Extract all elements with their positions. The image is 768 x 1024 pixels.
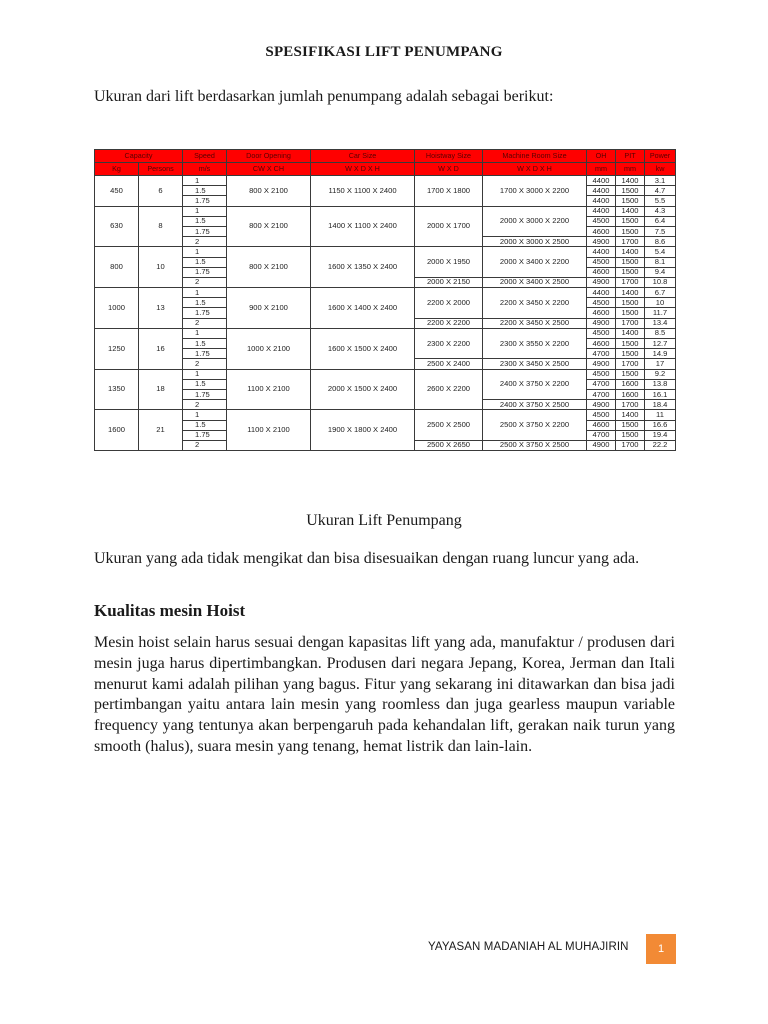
- speed-cell: 1.5: [183, 379, 227, 389]
- pit-cell: 1400: [616, 328, 645, 338]
- power-cell: 5.5: [645, 196, 676, 206]
- header-machine-room-size: Machine Room Size: [483, 150, 587, 163]
- power-cell: 9.2: [645, 369, 676, 379]
- pit-cell: 1600: [616, 389, 645, 399]
- oh-cell: 4600: [587, 420, 616, 430]
- door-opening-cell: 1000 X 2100: [227, 328, 311, 369]
- oh-cell: 4500: [587, 328, 616, 338]
- power-cell: 16.6: [645, 420, 676, 430]
- capacity-kg-cell: 630: [95, 206, 139, 247]
- oh-cell: 4900: [587, 400, 616, 410]
- pit-cell: 1500: [616, 369, 645, 379]
- pit-cell: 1500: [616, 257, 645, 267]
- door-opening-cell: 1100 X 2100: [227, 410, 311, 451]
- page-number-badge: 1: [646, 934, 676, 964]
- door-opening-cell: 800 X 2100: [227, 206, 311, 247]
- speed-cell: 1.5: [183, 298, 227, 308]
- oh-cell: 4600: [587, 339, 616, 349]
- intro-text: Ukuran dari lift berdasarkan jumlah penumpang adalah sebagai berikut:: [94, 88, 554, 105]
- pit-cell: 1500: [616, 430, 645, 440]
- power-cell: 22.2: [645, 440, 676, 450]
- paragraph-1: Ukuran yang ada tidak mengikat dan bisa disesuaikan dengan ruang luncur yang ada.: [94, 550, 640, 567]
- door-opening-cell: 900 X 2100: [227, 288, 311, 329]
- machine-room-size-cell: 2000 X 3000 X 2200: [483, 206, 587, 237]
- oh-cell: 4700: [587, 379, 616, 389]
- speed-cell: 2: [183, 400, 227, 410]
- pit-cell: 1500: [616, 216, 645, 226]
- oh-cell: 4400: [587, 176, 616, 186]
- header-car-size: Car Size: [311, 150, 415, 163]
- oh-cell: 4900: [587, 440, 616, 450]
- persons-cell: 16: [139, 328, 183, 369]
- table-header-row-1: [95, 150, 676, 163]
- speed-cell: 1.75: [183, 308, 227, 318]
- oh-cell: 4500: [587, 257, 616, 267]
- capacity-kg-cell: 1600: [95, 410, 139, 451]
- power-cell: 6.7: [645, 288, 676, 298]
- header-power: Power: [645, 150, 676, 163]
- power-cell: 8.5: [645, 328, 676, 338]
- machine-room-size-cell: 2300 X 3450 X 2500: [483, 359, 587, 369]
- pit-cell: 1400: [616, 206, 645, 216]
- machine-room-size-cell: 2000 X 3000 X 2500: [483, 237, 587, 247]
- oh-cell: 4700: [587, 430, 616, 440]
- power-cell: 5.4: [645, 247, 676, 257]
- power-cell: 19.4: [645, 430, 676, 440]
- lift-spec-table: [94, 149, 676, 451]
- hoistway-size-cell: 2200 X 2200: [415, 318, 483, 328]
- power-cell: 13.8: [645, 379, 676, 389]
- pit-cell: 1400: [616, 410, 645, 420]
- speed-cell: 1: [183, 328, 227, 338]
- oh-cell: 4400: [587, 206, 616, 216]
- speed-cell: 1.75: [183, 430, 227, 440]
- machine-room-size-cell: 2200 X 3450 X 2500: [483, 318, 587, 328]
- pit-cell: 1500: [616, 420, 645, 430]
- table-header-row-2: [95, 163, 676, 176]
- pit-cell: 1400: [616, 247, 645, 257]
- header-kg: Kg: [95, 163, 139, 176]
- table-row: [95, 176, 676, 186]
- pit-cell: 1500: [616, 267, 645, 277]
- speed-cell: 1.75: [183, 267, 227, 277]
- header-ms: m/s: [183, 163, 227, 176]
- oh-cell: 4900: [587, 237, 616, 247]
- oh-cell: 4700: [587, 389, 616, 399]
- speed-cell: 2: [183, 277, 227, 287]
- header-oh: OH: [587, 150, 616, 163]
- speed-cell: 1: [183, 206, 227, 216]
- oh-cell: 4600: [587, 267, 616, 277]
- header-persons: Persons: [139, 163, 183, 176]
- table-row: [95, 288, 676, 298]
- oh-cell: 4400: [587, 288, 616, 298]
- power-cell: 4.7: [645, 186, 676, 196]
- machine-room-size-cell: 2400 X 3750 X 2200: [483, 369, 587, 400]
- header-oh-unit: mm: [587, 163, 616, 176]
- header-pit: PIT: [616, 150, 645, 163]
- power-cell: 17: [645, 359, 676, 369]
- speed-cell: 1.5: [183, 257, 227, 267]
- machine-room-size-cell: 2000 X 3400 X 2500: [483, 277, 587, 287]
- persons-cell: 8: [139, 206, 183, 247]
- footer-organization: YAYASAN MADANIAH AL MUHAJIRIN: [428, 941, 629, 953]
- oh-cell: 4900: [587, 359, 616, 369]
- paragraph-2: Mesin hoist selain harus sesuai dengan kapasitas lift yang ada, manufaktur / produsen dari mesin juga harus dipertimbangkan. Produsen dari negara Jepang, Korea, Jerman dan Itali menurut kami adalah pilihan yang bagus. Fitur yang sekarang ini ditawarkan dan bisa jadi pertimbangan yaitu antara lain mesin yang roomless dan juga gearless maupun variable frequency yang tentunya akan berpengaruh pada kehandalan lift, gerakan naik turun yang smooth (halus), suara mesin yang tenang, hemat listrik dan lain-lain.: [94, 634, 675, 755]
- hoistway-size-cell: 2500 X 2400: [415, 359, 483, 369]
- machine-room-size-cell: 1700 X 3000 X 2200: [483, 176, 587, 207]
- hoistway-size-cell: 2600 X 2200: [415, 369, 483, 410]
- car-size-cell: 2000 X 1500 X 2400: [311, 369, 415, 410]
- speed-cell: 1.5: [183, 216, 227, 226]
- power-cell: 8.6: [645, 237, 676, 247]
- oh-cell: 4500: [587, 369, 616, 379]
- pit-cell: 1700: [616, 237, 645, 247]
- pit-cell: 1700: [616, 400, 645, 410]
- oh-cell: 4400: [587, 196, 616, 206]
- header-speed: Speed: [183, 150, 227, 163]
- pit-cell: 1500: [616, 196, 645, 206]
- power-cell: 11: [645, 410, 676, 420]
- machine-room-size-cell: 2500 X 3750 X 2500: [483, 440, 587, 450]
- hoistway-size-cell: 2200 X 2000: [415, 288, 483, 319]
- oh-cell: 4600: [587, 226, 616, 236]
- pit-cell: 1500: [616, 226, 645, 236]
- persons-cell: 18: [139, 369, 183, 410]
- machine-room-size-cell: 2500 X 3750 X 2200: [483, 410, 587, 441]
- header-power-unit: kw: [645, 163, 676, 176]
- speed-cell: 2: [183, 440, 227, 450]
- oh-cell: 4900: [587, 277, 616, 287]
- machine-room-size-cell: 2300 X 3550 X 2200: [483, 328, 587, 359]
- header-car-dims: W X D X H: [311, 163, 415, 176]
- car-size-cell: 1150 X 1100 X 2400: [311, 176, 415, 207]
- section-heading: Kualitas mesin Hoist: [94, 601, 246, 620]
- car-size-cell: 1900 X 1800 X 2400: [311, 410, 415, 451]
- power-cell: 10.8: [645, 277, 676, 287]
- hoistway-size-cell: 2000 X 1950: [415, 247, 483, 278]
- car-size-cell: 1600 X 1500 X 2400: [311, 328, 415, 369]
- speed-cell: 1.75: [183, 389, 227, 399]
- power-cell: 8.1: [645, 257, 676, 267]
- machine-room-size-cell: 2000 X 3400 X 2200: [483, 247, 587, 278]
- header-pit-unit: mm: [616, 163, 645, 176]
- car-size-cell: 1600 X 1400 X 2400: [311, 288, 415, 329]
- pit-cell: 1500: [616, 349, 645, 359]
- hoistway-size-cell: 1700 X 1800: [415, 176, 483, 207]
- header-door-opening: Door Opening: [227, 150, 311, 163]
- speed-cell: 1: [183, 176, 227, 186]
- speed-cell: 1.5: [183, 186, 227, 196]
- power-cell: 6.4: [645, 216, 676, 226]
- power-cell: 3.1: [645, 176, 676, 186]
- pit-cell: 1400: [616, 176, 645, 186]
- header-hoistway-size: Hoistway Size: [415, 150, 483, 163]
- power-cell: 14.9: [645, 349, 676, 359]
- pit-cell: 1700: [616, 440, 645, 450]
- persons-cell: 21: [139, 410, 183, 451]
- power-cell: 7.5: [645, 226, 676, 236]
- power-cell: 12.7: [645, 339, 676, 349]
- oh-cell: 4400: [587, 186, 616, 196]
- power-cell: 10: [645, 298, 676, 308]
- hoistway-size-cell: 2000 X 2150: [415, 277, 483, 287]
- machine-room-size-cell: 2400 X 3750 X 2500: [483, 400, 587, 410]
- persons-cell: 6: [139, 176, 183, 207]
- oh-cell: 4900: [587, 318, 616, 328]
- header-machine-dims: W X D X H: [483, 163, 587, 176]
- hoistway-size-cell: 2500 X 2500: [415, 410, 483, 441]
- speed-cell: 1: [183, 410, 227, 420]
- capacity-kg-cell: 1350: [95, 369, 139, 410]
- table-row: [95, 247, 676, 257]
- speed-cell: 1: [183, 288, 227, 298]
- pit-cell: 1700: [616, 359, 645, 369]
- oh-cell: 4500: [587, 298, 616, 308]
- capacity-kg-cell: 450: [95, 176, 139, 207]
- speed-cell: 2: [183, 318, 227, 328]
- table-caption: Ukuran Lift Penumpang: [306, 512, 462, 529]
- hoistway-size-cell: 2000 X 1700: [415, 206, 483, 247]
- table-row: [95, 410, 676, 420]
- oh-cell: 4700: [587, 349, 616, 359]
- speed-cell: 1: [183, 369, 227, 379]
- pit-cell: 1700: [616, 318, 645, 328]
- pit-cell: 1400: [616, 288, 645, 298]
- door-opening-cell: 1100 X 2100: [227, 369, 311, 410]
- power-cell: 13.4: [645, 318, 676, 328]
- persons-cell: 13: [139, 288, 183, 329]
- speed-cell: 2: [183, 359, 227, 369]
- table-row: [95, 369, 676, 379]
- capacity-kg-cell: 1250: [95, 328, 139, 369]
- power-cell: 4.3: [645, 206, 676, 216]
- pit-cell: 1500: [616, 186, 645, 196]
- speed-cell: 1.75: [183, 349, 227, 359]
- speed-cell: 1.5: [183, 420, 227, 430]
- speed-cell: 1.75: [183, 226, 227, 236]
- table-body: [95, 176, 676, 451]
- pit-cell: 1700: [616, 277, 645, 287]
- door-opening-cell: 800 X 2100: [227, 176, 311, 207]
- header-cw-ch: CW X CH: [227, 163, 311, 176]
- door-opening-cell: 800 X 2100: [227, 247, 311, 288]
- power-cell: 18.4: [645, 400, 676, 410]
- page-title: SPESIFIKASI LIFT PENUMPANG: [265, 44, 503, 60]
- car-size-cell: 1400 X 1100 X 2400: [311, 206, 415, 247]
- capacity-kg-cell: 800: [95, 247, 139, 288]
- power-cell: 11.7: [645, 308, 676, 318]
- speed-cell: 1.5: [183, 339, 227, 349]
- pit-cell: 1500: [616, 308, 645, 318]
- power-cell: 16.1: [645, 389, 676, 399]
- persons-cell: 10: [139, 247, 183, 288]
- speed-cell: 2: [183, 237, 227, 247]
- capacity-kg-cell: 1000: [95, 288, 139, 329]
- car-size-cell: 1600 X 1350 X 2400: [311, 247, 415, 288]
- oh-cell: 4500: [587, 216, 616, 226]
- header-hoistway-dims: W X D: [415, 163, 483, 176]
- machine-room-size-cell: 2200 X 3450 X 2200: [483, 288, 587, 319]
- table-row: [95, 328, 676, 338]
- oh-cell: 4500: [587, 410, 616, 420]
- header-capacity: Capacity: [95, 150, 183, 163]
- oh-cell: 4400: [587, 247, 616, 257]
- speed-cell: 1.75: [183, 196, 227, 206]
- oh-cell: 4600: [587, 308, 616, 318]
- speed-cell: 1: [183, 247, 227, 257]
- hoistway-size-cell: 2300 X 2200: [415, 328, 483, 359]
- pit-cell: 1600: [616, 379, 645, 389]
- pit-cell: 1500: [616, 339, 645, 349]
- table-row: [95, 206, 676, 216]
- pit-cell: 1500: [616, 298, 645, 308]
- hoistway-size-cell: 2500 X 2650: [415, 440, 483, 450]
- power-cell: 9.4: [645, 267, 676, 277]
